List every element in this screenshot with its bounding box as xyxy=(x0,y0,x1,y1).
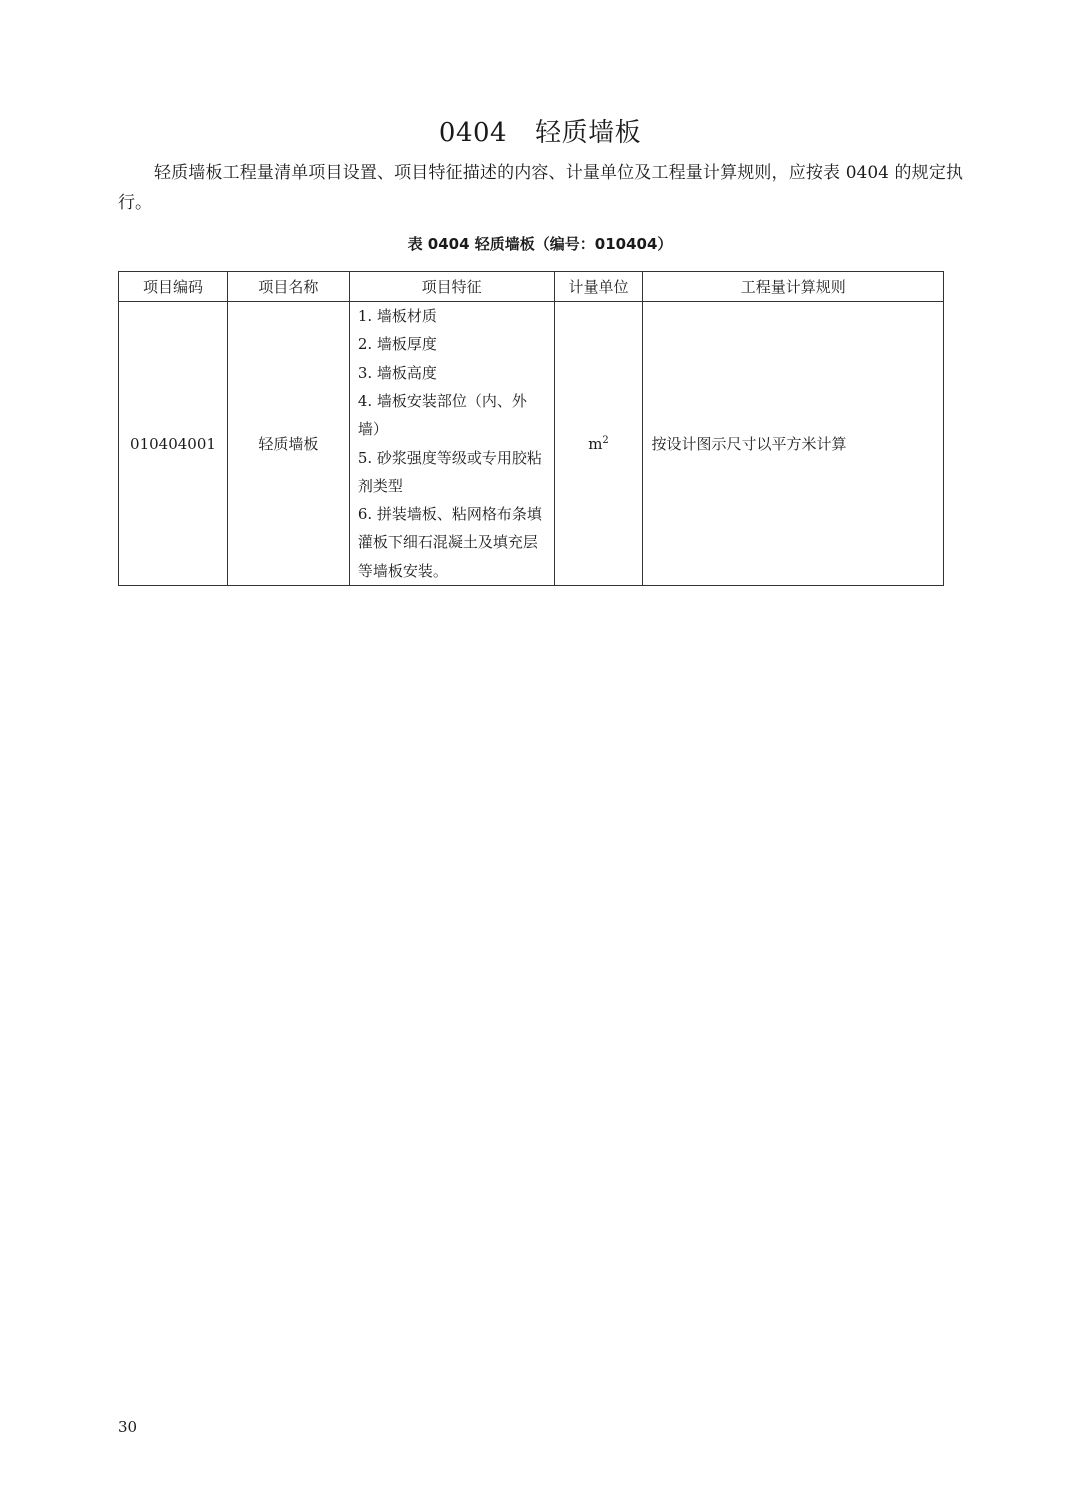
header-code: 项目编码 xyxy=(119,272,228,302)
item-unit xyxy=(554,302,643,586)
item-features xyxy=(349,302,554,586)
feature-item: 1. 墙板材质 xyxy=(357,307,437,326)
table-row xyxy=(119,302,944,586)
header-features: 项目特征 xyxy=(349,272,554,302)
item-name: 轻质墙板 xyxy=(227,302,349,586)
intro-paragraph: 轻质墙板工程量清单项目设置、项目特征描述的内容、计量单位及工程量计算规则，应按表 0404 的规定执行。 xyxy=(118,163,963,213)
feature-item: 4. 墙板安装部位（内、外墙） xyxy=(357,391,527,439)
feature-item: 6. 拼装墙板、粘网格布条填灌板下细石混凝土及填充层等墙板安装。 xyxy=(357,505,542,580)
section-name: 轻质墙板 xyxy=(535,118,642,148)
item-code: 010404001 xyxy=(119,302,228,586)
item-rule: 按设计图示尺寸以平方米计算 xyxy=(643,302,944,586)
feature-item: 3. 墙板高度 xyxy=(357,363,437,382)
table-header-row xyxy=(119,272,944,302)
feature-item: 2. 墙板厚度 xyxy=(357,335,437,354)
bill-of-quantities-table xyxy=(118,271,944,586)
table-caption: 表 0404 轻质墙板（编号：010404） xyxy=(407,235,673,253)
section-number: 0404 xyxy=(438,118,508,148)
page-number: 30 xyxy=(118,1418,138,1436)
feature-item: 5. 砂浆强度等级或专用胶粘剂类型 xyxy=(357,448,542,495)
feature-list xyxy=(358,302,546,585)
section-title xyxy=(0,112,1080,149)
header-name: 项目名称 xyxy=(227,272,349,302)
header-rule: 工程量计算规则 xyxy=(643,272,944,302)
unit-base: m xyxy=(588,434,603,453)
header-unit: 计量单位 xyxy=(554,272,643,302)
unit-exponent: 2 xyxy=(602,434,609,446)
